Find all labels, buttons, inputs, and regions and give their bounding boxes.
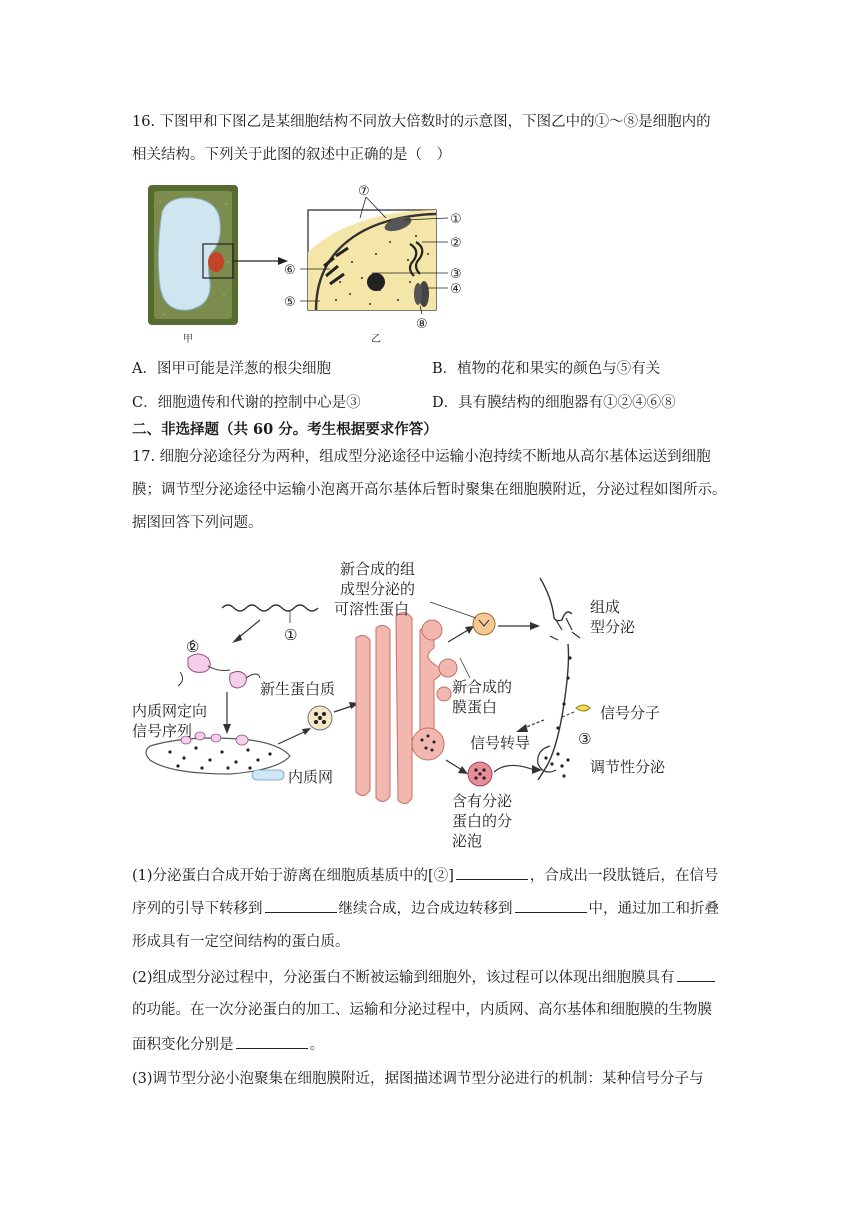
label-new-membrane-1: 新合成的: [452, 678, 513, 696]
nucleolus: [367, 273, 385, 291]
label-constitutive-1: 组成: [590, 598, 621, 616]
label-new-soluble-3: 可溶性蛋白: [334, 600, 410, 618]
label-vesicle-3: 泌泡: [452, 832, 483, 848]
mark-2: ②: [450, 236, 462, 251]
q17-p2-c: 面积变化分别是: [132, 1037, 234, 1053]
fig-label-jia: 甲: [183, 334, 193, 345]
q17-p1-d: 继续合成，边合成边转移到: [338, 901, 513, 917]
label-constitutive-2: 型分泌: [590, 618, 636, 636]
label-signal-molecule: 信号分子: [600, 704, 661, 722]
label-new-soluble-2: 成型分泌的: [340, 580, 416, 598]
option-d[interactable]: D．具有膜结构的细胞器有①②④⑥⑧: [432, 395, 676, 411]
section-title: 二、非选择题（共 60 分。考生根据要求作答）: [132, 421, 438, 438]
mrna: [222, 605, 318, 611]
answer-blank-1[interactable]: [456, 864, 528, 880]
mark-7: ⑦: [358, 184, 370, 199]
fig-label-yi: 乙: [371, 334, 381, 345]
label-regulated: 调节性分泌: [590, 758, 666, 776]
label-vesicle-1: 含有分泌: [452, 792, 513, 810]
label-vesicle-2: 蛋白的分: [452, 812, 513, 830]
q16-stem-line1: 16. 下图甲和下图乙是某细胞结构不同放大倍数时的示意图，下图乙中的①～⑧是细胞内的: [132, 114, 711, 130]
mark-8: ⑧: [416, 317, 428, 332]
label-nascent: 新生蛋白质: [260, 680, 336, 698]
mark-4: ④: [450, 282, 462, 297]
q17-stem-line3: 据图回答下列问题。: [132, 515, 263, 531]
label-er: 内质网: [288, 768, 334, 786]
q17-p2-line2: 的功能。在一次分泌蛋白的加工、运输和分泌过程中，内质网、高尔基体和细胞膜的生物膜: [132, 1002, 712, 1018]
option-a[interactable]: A．图甲可能是洋葱的根尖细胞: [132, 361, 331, 377]
q17-p2-line3: [132, 1033, 324, 1056]
mark-3: ③: [450, 267, 462, 282]
q17-p1-a: (1)分泌蛋白合成开始于游离在细胞质基质中的[②]: [132, 868, 454, 884]
label-mark-2: ②: [186, 638, 200, 656]
q17-p3-line1: (3)调节型分泌小泡聚集在细胞膜附近，据图描述调节型分泌进行的机制：某种信号分子与: [132, 1071, 704, 1087]
option-b[interactable]: B．植物的花和果实的颜色与⑤有关: [432, 361, 661, 377]
label-new-membrane-2: 膜蛋白: [452, 698, 498, 716]
label-mark-3: ③: [578, 730, 592, 748]
label-er-signal-1: 内质网定向: [132, 702, 208, 720]
label-transduction: 信号转导: [470, 734, 531, 752]
q17-p1-line3: 形成具有一定空间结构的蛋白质。: [132, 934, 350, 950]
answer-blank-2[interactable]: [265, 897, 337, 913]
label-mark-1: ①: [284, 626, 298, 644]
secretion-diagram: [130, 548, 690, 848]
signal-molecule: [576, 705, 590, 711]
er-tube: [252, 770, 284, 780]
nucleus-small: [208, 252, 224, 272]
q17-p1-line2: [132, 897, 719, 920]
q17-p2-line1: [132, 966, 717, 989]
cell-figure: [140, 182, 480, 347]
mark-6: ⑥: [284, 263, 296, 278]
constitutive-vesicle: [473, 613, 495, 635]
q17-stem-line2: 膜；调节型分泌途径中运输小泡离开高尔基体后暂时聚集在细胞膜附近，分泌过程如图所示。: [132, 482, 727, 498]
answer-blank-5[interactable]: [236, 1033, 308, 1049]
q17-p1-line1: [132, 864, 718, 887]
mark-5: ⑤: [284, 295, 296, 310]
golgi: [356, 612, 441, 803]
answer-blank-3[interactable]: [515, 897, 587, 913]
q17-p2-d: 。: [309, 1037, 324, 1053]
q17-p2-a: (2)组成型分泌过程中，分泌蛋白不断被运输到细胞外，该过程可以体现出细胞膜具有: [132, 970, 675, 986]
er-body: [146, 738, 290, 774]
mark-1: ①: [450, 212, 462, 227]
q17-stem-line1: 17. 细胞分泌途径分为两种，组成型分泌途径中运输小泡持续不断地从高尔基体运送到细胞: [132, 449, 711, 465]
q17-p1-c: 序列的引导下转移到: [132, 901, 263, 917]
option-c[interactable]: C．细胞遗传和代谢的控制中心是③: [132, 395, 361, 411]
label-new-soluble-1: 新合成的组: [340, 560, 416, 578]
answer-blank-4[interactable]: [677, 966, 715, 982]
q16-stem-line2: 相关结构。下列关于此图的叙述中正确的是（ ）: [132, 147, 451, 163]
label-er-signal-2: 信号序列: [132, 722, 193, 740]
q17-p1-b: ，合成出一段肽链后，在信号: [529, 868, 719, 884]
q17-p1-e: 中，通过加工和折叠: [588, 901, 719, 917]
